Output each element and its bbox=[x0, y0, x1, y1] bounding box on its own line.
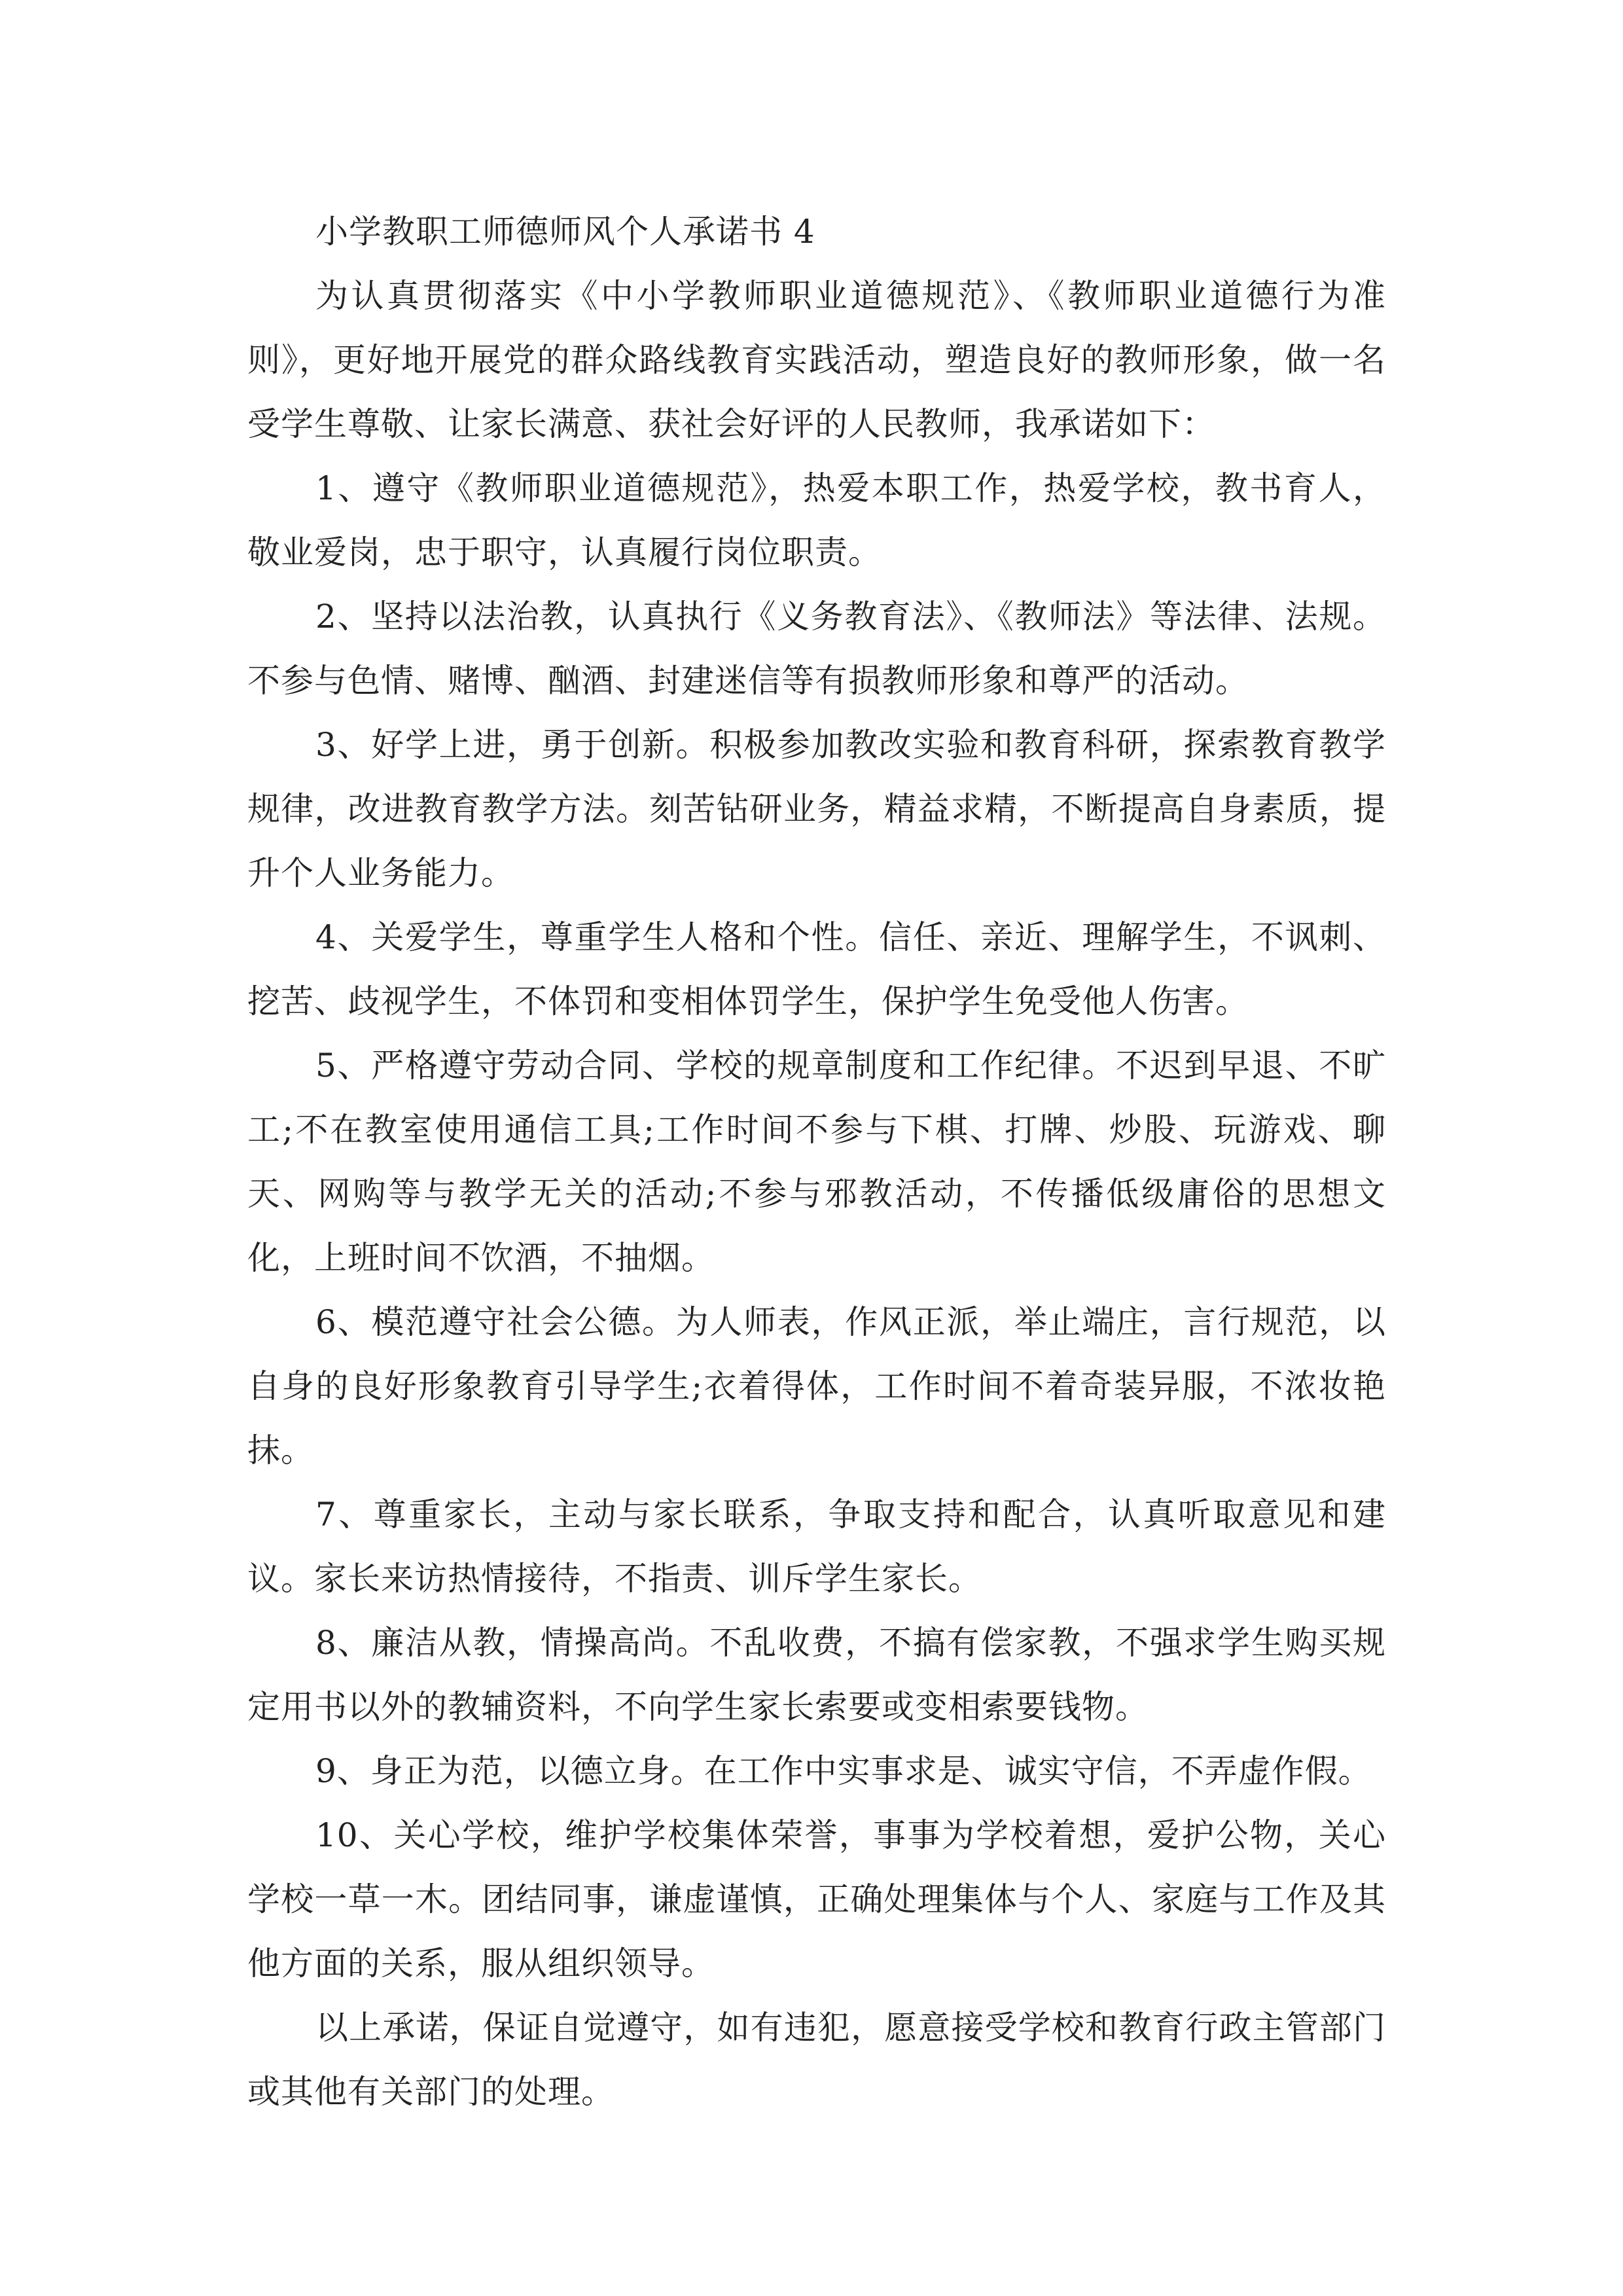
pledge-item-7: 7、尊重家长，主动与家长联系，争取支持和配合，认真听取意见和建议。家长来访热情接待，不指责、训斥学生家长。 bbox=[247, 1496, 1386, 1598]
pledge-item-1: 1、遵守《教师职业道德规范》，热爱本职工作，热爱学校，教书育人，敬业爱岗，忠于职守，认真履行岗位职责。 bbox=[247, 469, 1386, 571]
pledge-item-8: 8、廉洁从教，情操高尚。不乱收费，不搞有偿家教，不强求学生购买规定用书以外的教辅资料，不向学生家长索要或变相索要钱物。 bbox=[247, 1624, 1386, 1726]
closing-paragraph: 以上承诺，保证自觉遵守，如有违犯，愿意接受学校和教育行政主管部门或其他有关部门的处理。 bbox=[247, 2009, 1386, 2111]
document-body bbox=[247, 200, 1386, 2124]
pledge-item-9: 9、身正为范，以德立身。在工作中实事求是、诚实守信，不弄虚作假。 bbox=[315, 1752, 1372, 1790]
pledge-item-5: 5、严格遵守劳动合同、学校的规章制度和工作纪律。不迟到早退、不旷工;不在教室使用通信工具;工作时间不参与下棋、打牌、炒股、玩游戏、聊天、网购等与教学无关的活动;不参与邪教活动，不传播低级庸俗的思想文化，上班时间不饮酒，不抽烟。 bbox=[247, 1047, 1386, 1277]
pledge-item-2: 2、坚持以法治教，认真执行《义务教育法》、《教师法》等法律、法规。不参与色情、赌博、酗酒、封建迷信等有损教师形象和尊严的活动。 bbox=[247, 598, 1386, 700]
intro-paragraph: 为认真贯彻落实《中小学教师职业道德规范》、《教师职业道德行为准则》，更好地开展党的群众路线教育实践活动，塑造良好的教师形象，做一名受学生尊敬、让家长满意、获社会好评的人民教师，我承诺如下： bbox=[247, 277, 1386, 443]
pledge-item-3: 3、好学上进，勇于创新。积极参加教改实验和教育科研，探索教育教学规律，改进教育教学方法。刻苦钻研业务，精益求精，不断提高自身素质，提升个人业务能力。 bbox=[247, 726, 1386, 892]
pledge-item-6: 6、模范遵守社会公德。为人师表，作风正派，举止端庄，言行规范，以自身的良好形象教育引导学生;衣着得体，工作时间不着奇装异服，不浓妆艳抹。 bbox=[247, 1303, 1386, 1469]
pledge-item-10: 10、关心学校，维护学校集体荣誉，事事为学校着想，爱护公物，关心学校一草一木。团结同事，谦虚谨慎，正确处理集体与个人、家庭与工作及其他方面的关系，服从组织领导。 bbox=[247, 1816, 1386, 1982]
pledge-item-4: 4、关爱学生，尊重学生人格和个性。信任、亲近、理解学生，不讽刺、挖苦、歧视学生，不体罚和变相体罚学生，保护学生免受他人伤害。 bbox=[247, 918, 1386, 1020]
document-title: 小学教职工师德师风个人承诺书 4 bbox=[315, 213, 815, 251]
